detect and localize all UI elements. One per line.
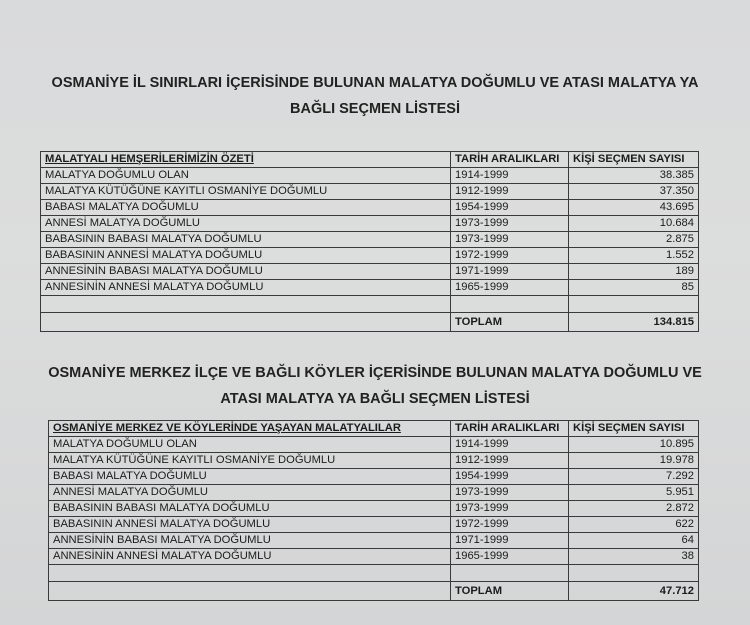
empty-cell bbox=[569, 296, 699, 313]
empty-row bbox=[49, 565, 699, 582]
row-voter-count: 37.350 bbox=[569, 184, 699, 200]
row-label: BABASININ ANNESİ MALATYA DOĞUMLU bbox=[41, 248, 451, 264]
row-label: ANNESİ MALATYA DOĞUMLU bbox=[49, 485, 451, 501]
row-date-range: 1973-1999 bbox=[451, 232, 569, 248]
row-voter-count: 10.684 bbox=[569, 216, 699, 232]
table-row bbox=[41, 216, 699, 232]
empty-cell bbox=[451, 565, 569, 582]
section2-title-line1: OSMANİYE MERKEZ İLÇE VE BAĞLI KÖYLER İÇERİSİNDE BULUNAN MALATYA DOĞUMLU VE bbox=[48, 365, 702, 381]
row-voter-count: 2.872 bbox=[569, 501, 699, 517]
total-label: TOPLAM bbox=[451, 313, 569, 332]
section1-table bbox=[40, 151, 699, 332]
table-row bbox=[41, 200, 699, 216]
row-date-range: 1912-1999 bbox=[451, 184, 569, 200]
row-date-range: 1954-1999 bbox=[451, 200, 569, 216]
row-voter-count: 64 bbox=[569, 533, 699, 549]
section2-title-line2: ATASI MALATYA YA BAĞLI SEÇMEN LİSTESİ bbox=[220, 391, 530, 407]
row-label: ANNESİNİN BABASI MALATYA DOĞUMLU bbox=[41, 264, 451, 280]
table-row bbox=[49, 485, 699, 501]
header-summary: OSMANİYE MERKEZ VE KÖYLERİNDE YAŞAYAN MALATYALILAR bbox=[49, 421, 451, 437]
row-label: MALATYA DOĞUMLU OLAN bbox=[41, 168, 451, 184]
table-row bbox=[49, 549, 699, 565]
row-label: ANNESİNİN BABASI MALATYA DOĞUMLU bbox=[49, 533, 451, 549]
row-label: BABASININ BABASI MALATYA DOĞUMLU bbox=[41, 232, 451, 248]
row-voter-count: 2.875 bbox=[569, 232, 699, 248]
empty-cell bbox=[49, 565, 451, 582]
total-row bbox=[49, 582, 699, 601]
section1-title-line2: BAĞLI SEÇMEN LİSTESİ bbox=[290, 101, 460, 117]
table-row bbox=[41, 184, 699, 200]
row-label: BABASININ ANNESİ MALATYA DOĞUMLU bbox=[49, 517, 451, 533]
table-row bbox=[41, 232, 699, 248]
table-row bbox=[49, 469, 699, 485]
row-label: BABASI MALATYA DOĞUMLU bbox=[41, 200, 451, 216]
total-value: 134.815 bbox=[569, 313, 699, 332]
row-label: MALATYA DOĞUMLU OLAN bbox=[49, 437, 451, 453]
table-row bbox=[41, 248, 699, 264]
row-label: ANNESİNİN ANNESİ MALATYA DOĞUMLU bbox=[49, 549, 451, 565]
row-voter-count: 19.978 bbox=[569, 453, 699, 469]
section1-table-body bbox=[41, 152, 699, 332]
row-voter-count: 43.695 bbox=[569, 200, 699, 216]
row-date-range: 1912-1999 bbox=[451, 453, 569, 469]
row-voter-count: 1.552 bbox=[569, 248, 699, 264]
table-header-row bbox=[41, 152, 699, 168]
table-row bbox=[41, 280, 699, 296]
section1-title-line1: OSMANİYE İL SINIRLARI İÇERİSİNDE BULUNAN MALATYA DOĞUMLU VE ATASI MALATYA YA bbox=[51, 75, 699, 91]
row-date-range: 1914-1999 bbox=[451, 437, 569, 453]
table-row bbox=[49, 517, 699, 533]
empty-cell bbox=[41, 296, 451, 313]
total-value: 47.712 bbox=[569, 582, 699, 601]
empty-cell bbox=[569, 565, 699, 582]
row-date-range: 1971-1999 bbox=[451, 264, 569, 280]
section1-title bbox=[0, 70, 750, 122]
table-row bbox=[49, 453, 699, 469]
total-label: TOPLAM bbox=[451, 582, 569, 601]
table-header-row bbox=[49, 421, 699, 437]
row-label: ANNESİNİN ANNESİ MALATYA DOĞUMLU bbox=[41, 280, 451, 296]
row-label: MALATYA KÜTÜĞÜNE KAYITLI OSMANİYE DOĞUMLU bbox=[49, 453, 451, 469]
section2-table-body bbox=[49, 421, 699, 601]
total-spacer-cell bbox=[49, 582, 451, 601]
section2-title bbox=[0, 360, 750, 412]
row-voter-count: 38.385 bbox=[569, 168, 699, 184]
header-summary: MALATYALI HEMŞERİLERİMİZİN ÖZETİ bbox=[41, 152, 451, 168]
table-row bbox=[49, 533, 699, 549]
row-voter-count: 38 bbox=[569, 549, 699, 565]
header-voter-count: KİŞİ SEÇMEN SAYISI bbox=[569, 152, 699, 168]
row-voter-count: 622 bbox=[569, 517, 699, 533]
row-date-range: 1973-1999 bbox=[451, 216, 569, 232]
row-label: BABASI MALATYA DOĞUMLU bbox=[49, 469, 451, 485]
header-date-range: TARİH ARALIKLARI bbox=[451, 152, 569, 168]
row-date-range: 1972-1999 bbox=[451, 248, 569, 264]
row-label: MALATYA KÜTÜĞÜNE KAYITLI OSMANİYE DOĞUMLU bbox=[41, 184, 451, 200]
row-voter-count: 10.895 bbox=[569, 437, 699, 453]
row-date-range: 1973-1999 bbox=[451, 485, 569, 501]
total-spacer-cell bbox=[41, 313, 451, 332]
empty-row bbox=[41, 296, 699, 313]
table-row bbox=[49, 501, 699, 517]
row-voter-count: 5.951 bbox=[569, 485, 699, 501]
header-voter-count: KİŞİ SEÇMEN SAYISI bbox=[569, 421, 699, 437]
row-date-range: 1973-1999 bbox=[451, 501, 569, 517]
row-label: ANNESİ MALATYA DOĞUMLU bbox=[41, 216, 451, 232]
row-voter-count: 7.292 bbox=[569, 469, 699, 485]
row-voter-count: 189 bbox=[569, 264, 699, 280]
header-date-range: TARİH ARALIKLARI bbox=[451, 421, 569, 437]
row-date-range: 1971-1999 bbox=[451, 533, 569, 549]
empty-cell bbox=[451, 296, 569, 313]
row-date-range: 1965-1999 bbox=[451, 280, 569, 296]
row-date-range: 1954-1999 bbox=[451, 469, 569, 485]
row-date-range: 1972-1999 bbox=[451, 517, 569, 533]
total-row bbox=[41, 313, 699, 332]
table-row bbox=[49, 437, 699, 453]
row-date-range: 1965-1999 bbox=[451, 549, 569, 565]
row-label: BABASININ BABASI MALATYA DOĞUMLU bbox=[49, 501, 451, 517]
row-voter-count: 85 bbox=[569, 280, 699, 296]
table-row bbox=[41, 168, 699, 184]
row-date-range: 1914-1999 bbox=[451, 168, 569, 184]
section2-table bbox=[48, 420, 699, 601]
table-row bbox=[41, 264, 699, 280]
